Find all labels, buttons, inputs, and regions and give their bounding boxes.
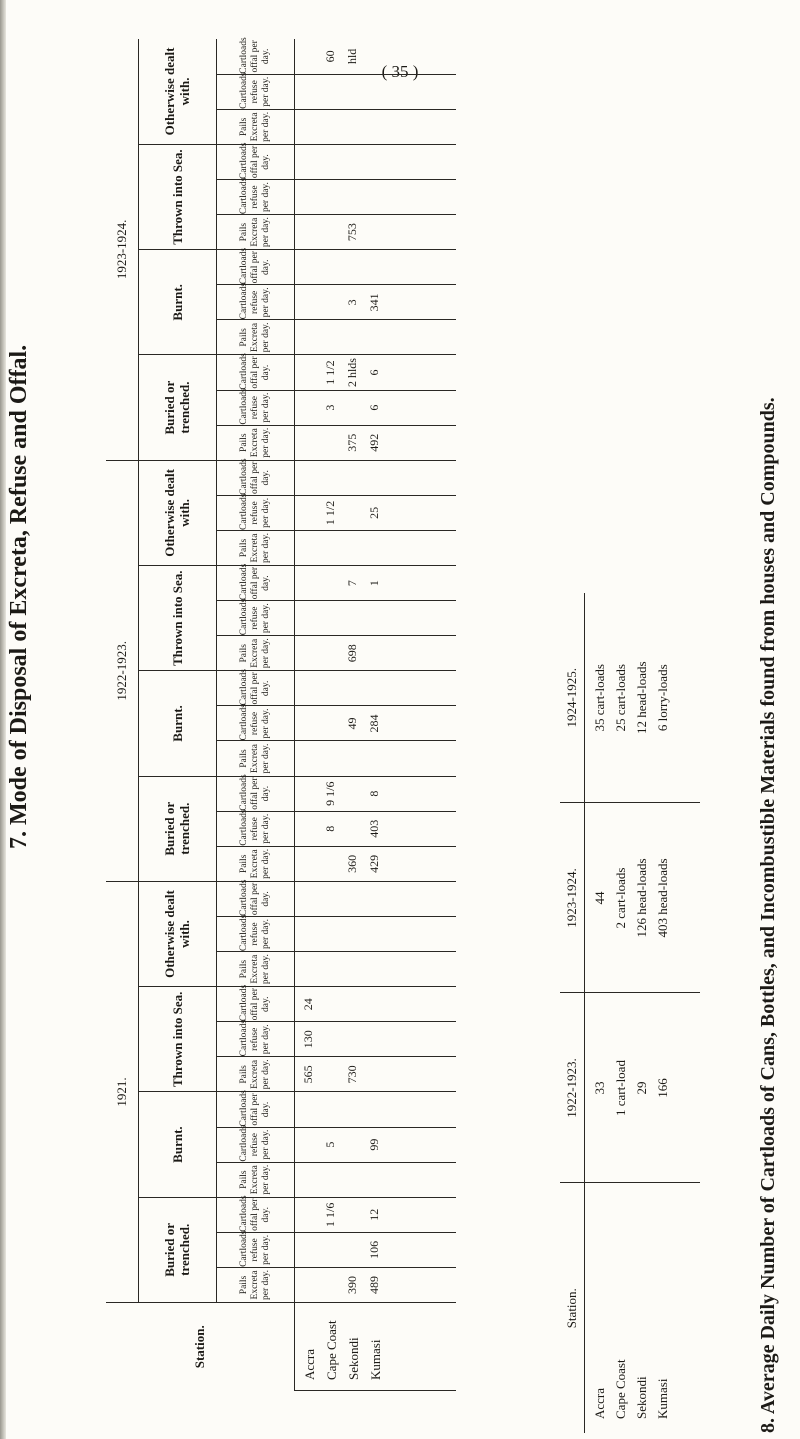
station-name: Kumasi xyxy=(368,1339,384,1380)
value-cell xyxy=(297,145,319,179)
value-column xyxy=(295,74,456,109)
value-cell xyxy=(341,145,363,179)
value-cell xyxy=(341,320,363,354)
value-cell xyxy=(297,1128,319,1162)
value-cell xyxy=(363,531,385,565)
station-name: Cape Coast xyxy=(324,1320,340,1380)
value-cell xyxy=(319,285,341,319)
value-cell xyxy=(363,882,385,916)
value-cell: 49 xyxy=(345,717,360,730)
unit-header: Pails Excreta per day. xyxy=(217,1162,295,1197)
value-cell xyxy=(297,1268,319,1302)
value-cell xyxy=(341,601,363,635)
value-cell xyxy=(363,320,385,354)
value-cell xyxy=(341,742,363,776)
year-header-row xyxy=(106,39,138,1391)
group-header: Thrown into Sea. xyxy=(138,566,216,671)
value-cell xyxy=(341,461,363,495)
value-cell: 33 xyxy=(592,1081,607,1095)
unit-header: Pails Excreta per day. xyxy=(217,530,295,565)
unit-header: Cartloads refuse per day. xyxy=(217,1127,295,1162)
unit-header: Pails Excreta per day. xyxy=(217,320,295,355)
value-cell xyxy=(297,812,319,846)
value-cell xyxy=(297,742,319,776)
value-cell: 44 xyxy=(592,891,607,905)
value-cell xyxy=(341,1022,363,1056)
unit-header: Cartloads refuse per day. xyxy=(217,1022,295,1057)
value-cell xyxy=(341,180,363,214)
value-cell xyxy=(319,1022,341,1056)
value-cell: 166 xyxy=(655,1078,670,1098)
value-cell xyxy=(297,882,319,916)
value-cell: 7 xyxy=(345,580,360,587)
value-cell xyxy=(319,636,341,670)
value-cell: hld xyxy=(345,48,360,65)
value-cell xyxy=(319,987,341,1021)
value-cell xyxy=(297,917,319,951)
value-cell: 99 xyxy=(367,1138,382,1151)
value-cell: 9 1/6 xyxy=(323,781,338,806)
unit-header: Cartloads offal per day. xyxy=(217,250,295,285)
column-header: Station. xyxy=(560,1183,585,1433)
value-cell xyxy=(341,1092,363,1126)
value-column xyxy=(295,1092,456,1127)
value-cell: 403 xyxy=(367,819,382,838)
value-cell: 6 xyxy=(367,404,382,411)
column-header: 1922-1923. xyxy=(560,993,585,1183)
value-cell xyxy=(363,1057,385,1091)
value-cell xyxy=(363,1092,385,1126)
value-cell xyxy=(297,426,319,460)
value-cell xyxy=(297,952,319,986)
unit-header: Pails Excreta per day. xyxy=(217,109,295,144)
value-cell xyxy=(341,1198,363,1232)
unit-header: Pails Excreta per day. xyxy=(217,741,295,776)
value-cell: 341 xyxy=(367,293,382,312)
group-header: Buried or trenched. xyxy=(138,776,216,881)
value-cell xyxy=(363,1022,385,1056)
value-cell xyxy=(341,1233,363,1267)
value-cell: 8 xyxy=(367,790,382,797)
value-cell xyxy=(319,250,341,284)
value-cell xyxy=(341,391,363,425)
value-cell xyxy=(319,110,341,144)
value-cell xyxy=(341,777,363,811)
group-header: Otherwise dealt with. xyxy=(138,39,216,144)
value-cell xyxy=(363,180,385,214)
value-cell xyxy=(297,320,319,354)
value-cell: 753 xyxy=(345,223,360,242)
value-column xyxy=(295,425,456,460)
value-column xyxy=(295,1057,456,1092)
value-cell xyxy=(297,355,319,389)
value-cell: 730 xyxy=(345,1065,360,1084)
unit-header: Cartloads offal per day. xyxy=(217,460,295,495)
value-cell xyxy=(297,1163,319,1197)
value-cell xyxy=(297,250,319,284)
value-cell xyxy=(297,1233,319,1267)
value-cell xyxy=(363,917,385,951)
value-cell: 1 cart-load xyxy=(613,1060,628,1116)
value-cell xyxy=(319,215,341,249)
section7-title: 7. Mode of Disposal of Excreta, Refuse and Offal. xyxy=(6,344,32,849)
value-cell xyxy=(341,812,363,846)
group-header: Burnt. xyxy=(138,250,216,355)
value-cell: 126 head-loads xyxy=(634,858,649,938)
value-cell xyxy=(363,742,385,776)
value-cell: 5 xyxy=(323,1141,338,1148)
unit-header: Pails Excreta per day. xyxy=(217,1267,295,1302)
value-cell xyxy=(363,987,385,1021)
value-column xyxy=(295,390,456,425)
value-cell xyxy=(319,706,341,740)
value-cell: 12 head-loads xyxy=(634,661,649,735)
value-cell: 130 xyxy=(301,1030,316,1049)
value-cell: 106 xyxy=(367,1240,382,1259)
value-cell xyxy=(363,601,385,635)
value-column xyxy=(295,495,456,530)
value-column xyxy=(295,215,456,250)
cartloads-body-row xyxy=(585,593,701,1433)
value-cell xyxy=(297,531,319,565)
value-column xyxy=(295,671,456,706)
unit-header: Pails Excreta per day. xyxy=(217,425,295,460)
value-cell xyxy=(319,531,341,565)
value-column xyxy=(295,530,456,565)
value-column xyxy=(295,987,456,1022)
group-header-row xyxy=(138,39,216,1391)
station-header: Station. xyxy=(106,1303,295,1391)
value-cell xyxy=(363,636,385,670)
value-column xyxy=(295,1162,456,1197)
value-cell xyxy=(297,636,319,670)
value-column xyxy=(295,1197,456,1232)
value-cell: 375 xyxy=(345,433,360,452)
value-cell xyxy=(319,847,341,881)
group-header: Buried or trenched. xyxy=(138,1197,216,1302)
value-cell: 8 xyxy=(323,825,338,832)
value-cell: 429 xyxy=(367,854,382,873)
year-values xyxy=(585,803,701,993)
value-cell: 6 lorry-loads xyxy=(655,664,670,732)
value-cell: 6 xyxy=(367,369,382,376)
value-cell xyxy=(363,952,385,986)
value-cell: 360 xyxy=(345,854,360,873)
value-column xyxy=(295,250,456,285)
value-column xyxy=(295,881,456,916)
value-column xyxy=(295,109,456,144)
value-column xyxy=(295,601,456,636)
value-cell xyxy=(319,145,341,179)
group-header: Burnt. xyxy=(138,1092,216,1197)
value-cell xyxy=(297,215,319,249)
value-cell xyxy=(363,39,385,74)
value-cell xyxy=(363,215,385,249)
value-column xyxy=(295,776,456,811)
table-body-row xyxy=(295,39,456,1391)
value-cell xyxy=(319,1163,341,1197)
value-cell xyxy=(341,531,363,565)
value-cell xyxy=(297,706,319,740)
unit-header: Cartloads offal per day. xyxy=(217,987,295,1022)
value-column xyxy=(295,320,456,355)
value-cell xyxy=(297,1092,319,1126)
unit-header: Cartloads refuse per day. xyxy=(217,495,295,530)
value-cell: 3 xyxy=(323,404,338,411)
year-header: 1922-1923. xyxy=(106,460,138,881)
value-cell xyxy=(363,1163,385,1197)
value-cell xyxy=(297,461,319,495)
value-cell xyxy=(297,1198,319,1232)
unit-header: Cartloads refuse per day. xyxy=(217,916,295,951)
group-header: Buried or trenched. xyxy=(138,355,216,460)
group-header: Thrown into Sea. xyxy=(138,987,216,1092)
station-name: Cape Coast xyxy=(613,1359,628,1419)
station-list xyxy=(585,1183,701,1433)
value-column xyxy=(295,1022,456,1057)
section8-title: 8. Average Daily Number of Cartloads of Cans, Bottles, and Incombustible Materials found from houses and Compounds. xyxy=(757,397,779,1433)
unit-header: Cartloads offal per day. xyxy=(217,39,295,74)
value-column xyxy=(295,636,456,671)
value-cell xyxy=(297,777,319,811)
value-cell xyxy=(319,671,341,705)
unit-header: Cartloads offal per day. xyxy=(217,881,295,916)
value-cell xyxy=(297,180,319,214)
station-list xyxy=(295,1303,456,1391)
value-cell: 284 xyxy=(367,714,382,733)
value-column xyxy=(295,566,456,601)
value-cell xyxy=(341,671,363,705)
group-header: Otherwise dealt with. xyxy=(138,881,216,986)
value-cell xyxy=(319,882,341,916)
value-cell xyxy=(319,566,341,600)
value-cell: 29 xyxy=(634,1081,649,1095)
value-cell xyxy=(341,250,363,284)
value-column xyxy=(295,460,456,495)
value-cell xyxy=(319,952,341,986)
unit-header: Pails Excreta per day. xyxy=(217,215,295,250)
unit-header: Cartloads refuse per day. xyxy=(217,285,295,320)
value-cell xyxy=(297,496,319,530)
cartloads-table xyxy=(560,593,700,1433)
value-cell: 2 cart-loads xyxy=(613,867,628,929)
value-cell: 1 xyxy=(367,580,382,587)
value-cell: 492 xyxy=(367,433,382,452)
value-cell xyxy=(341,1128,363,1162)
value-column xyxy=(295,180,456,215)
value-cell xyxy=(319,1268,341,1302)
value-cell xyxy=(341,952,363,986)
year-values xyxy=(585,993,701,1183)
value-cell xyxy=(319,1233,341,1267)
unit-header: Cartloads offal per day. xyxy=(217,671,295,706)
value-cell xyxy=(341,987,363,1021)
unit-header: Pails Excreta per day. xyxy=(217,636,295,671)
disposal-table xyxy=(106,39,456,1391)
value-column xyxy=(295,285,456,320)
group-header: Otherwise dealt with. xyxy=(138,460,216,565)
value-cell xyxy=(319,1057,341,1091)
station-name: Accra xyxy=(302,1348,318,1380)
value-cell: 2 hlds xyxy=(345,358,360,388)
value-column xyxy=(295,144,456,179)
value-cell xyxy=(319,742,341,776)
unit-header: Cartloads offal per day. xyxy=(217,144,295,179)
page-number: ( 35 ) xyxy=(381,62,419,81)
value-cell: 35 cart-loads xyxy=(592,664,607,732)
year-values xyxy=(585,593,701,803)
value-cell xyxy=(297,391,319,425)
value-cell xyxy=(297,110,319,144)
value-cell: 489 xyxy=(367,1275,382,1294)
unit-header: Cartloads refuse per day. xyxy=(217,706,295,741)
value-cell: 60 xyxy=(323,50,338,63)
value-cell xyxy=(363,461,385,495)
value-cell: 12 xyxy=(367,1208,382,1221)
value-cell xyxy=(319,426,341,460)
value-cell xyxy=(319,75,341,109)
station-name: Kumasi xyxy=(655,1378,670,1419)
value-column xyxy=(295,811,456,846)
value-column xyxy=(295,741,456,776)
unit-header: Cartloads offal per day. xyxy=(217,776,295,811)
value-cell: 3 xyxy=(345,299,360,306)
value-cell xyxy=(341,917,363,951)
value-cell xyxy=(341,1163,363,1197)
value-cell xyxy=(297,671,319,705)
value-cell: 1 1/2 xyxy=(323,360,338,385)
value-column xyxy=(295,846,456,881)
value-cell xyxy=(363,75,385,109)
value-cell xyxy=(297,847,319,881)
value-cell: 565 xyxy=(301,1065,316,1084)
unit-header: Cartloads refuse per day. xyxy=(217,811,295,846)
value-cell: 25 xyxy=(367,506,382,519)
value-column xyxy=(295,952,456,987)
value-cell: 403 head-loads xyxy=(655,858,670,938)
value-column xyxy=(295,916,456,951)
value-cell xyxy=(319,601,341,635)
value-cell xyxy=(319,461,341,495)
value-cell xyxy=(297,285,319,319)
value-cell: 25 cart-loads xyxy=(613,664,628,732)
unit-header: Cartloads refuse per day. xyxy=(217,390,295,425)
unit-header: Pails Excreta per day. xyxy=(217,1057,295,1092)
value-column xyxy=(295,1267,456,1302)
unit-header: Pails Excreta per day. xyxy=(217,846,295,881)
group-header: Burnt. xyxy=(138,671,216,776)
value-column xyxy=(295,1127,456,1162)
value-cell xyxy=(319,917,341,951)
unit-header: Cartloads offal per day. xyxy=(217,566,295,601)
value-cell xyxy=(341,75,363,109)
value-column xyxy=(295,1232,456,1267)
year-header: 1921. xyxy=(106,881,138,1302)
value-cell xyxy=(319,1092,341,1126)
value-cell: 24 xyxy=(301,998,316,1011)
value-column xyxy=(295,39,456,74)
value-cell xyxy=(341,110,363,144)
column-header: 1923-1924. xyxy=(560,803,585,993)
station-name: Sekondi xyxy=(346,1337,362,1380)
value-cell xyxy=(363,145,385,179)
cartloads-header-row xyxy=(560,593,585,1433)
value-cell: 698 xyxy=(345,644,360,663)
column-header: 1924-1925. xyxy=(560,593,585,803)
station-name: Sekondi xyxy=(634,1376,649,1419)
value-cell xyxy=(363,671,385,705)
value-cell xyxy=(297,39,319,74)
unit-header: Cartloads refuse per day. xyxy=(217,74,295,109)
value-cell xyxy=(363,110,385,144)
unit-header: Cartloads offal per day. xyxy=(217,355,295,390)
unit-header: Cartloads refuse per day. xyxy=(217,1232,295,1267)
value-cell xyxy=(341,882,363,916)
value-column xyxy=(295,706,456,741)
value-cell xyxy=(319,180,341,214)
unit-header-row xyxy=(217,39,295,1391)
value-cell xyxy=(363,250,385,284)
unit-header: Cartloads offal per day. xyxy=(217,1092,295,1127)
unit-header: Cartloads refuse per day. xyxy=(217,180,295,215)
value-cell xyxy=(319,320,341,354)
value-cell xyxy=(297,601,319,635)
value-cell: 1 1/2 xyxy=(323,500,338,526)
value-column xyxy=(295,355,456,390)
value-cell xyxy=(341,496,363,530)
group-header: Thrown into Sea. xyxy=(138,144,216,249)
value-cell: 390 xyxy=(345,1275,360,1294)
unit-header: Cartloads offal per day. xyxy=(217,1197,295,1232)
value-cell xyxy=(297,75,319,109)
unit-header: Cartloads refuse per day. xyxy=(217,601,295,636)
unit-header: Pails Excreta per day. xyxy=(217,952,295,987)
year-header: 1923-1924. xyxy=(106,39,138,460)
station-name: Accra xyxy=(592,1387,607,1419)
value-cell xyxy=(297,566,319,600)
value-cell: 1 1/6 xyxy=(323,1202,338,1227)
